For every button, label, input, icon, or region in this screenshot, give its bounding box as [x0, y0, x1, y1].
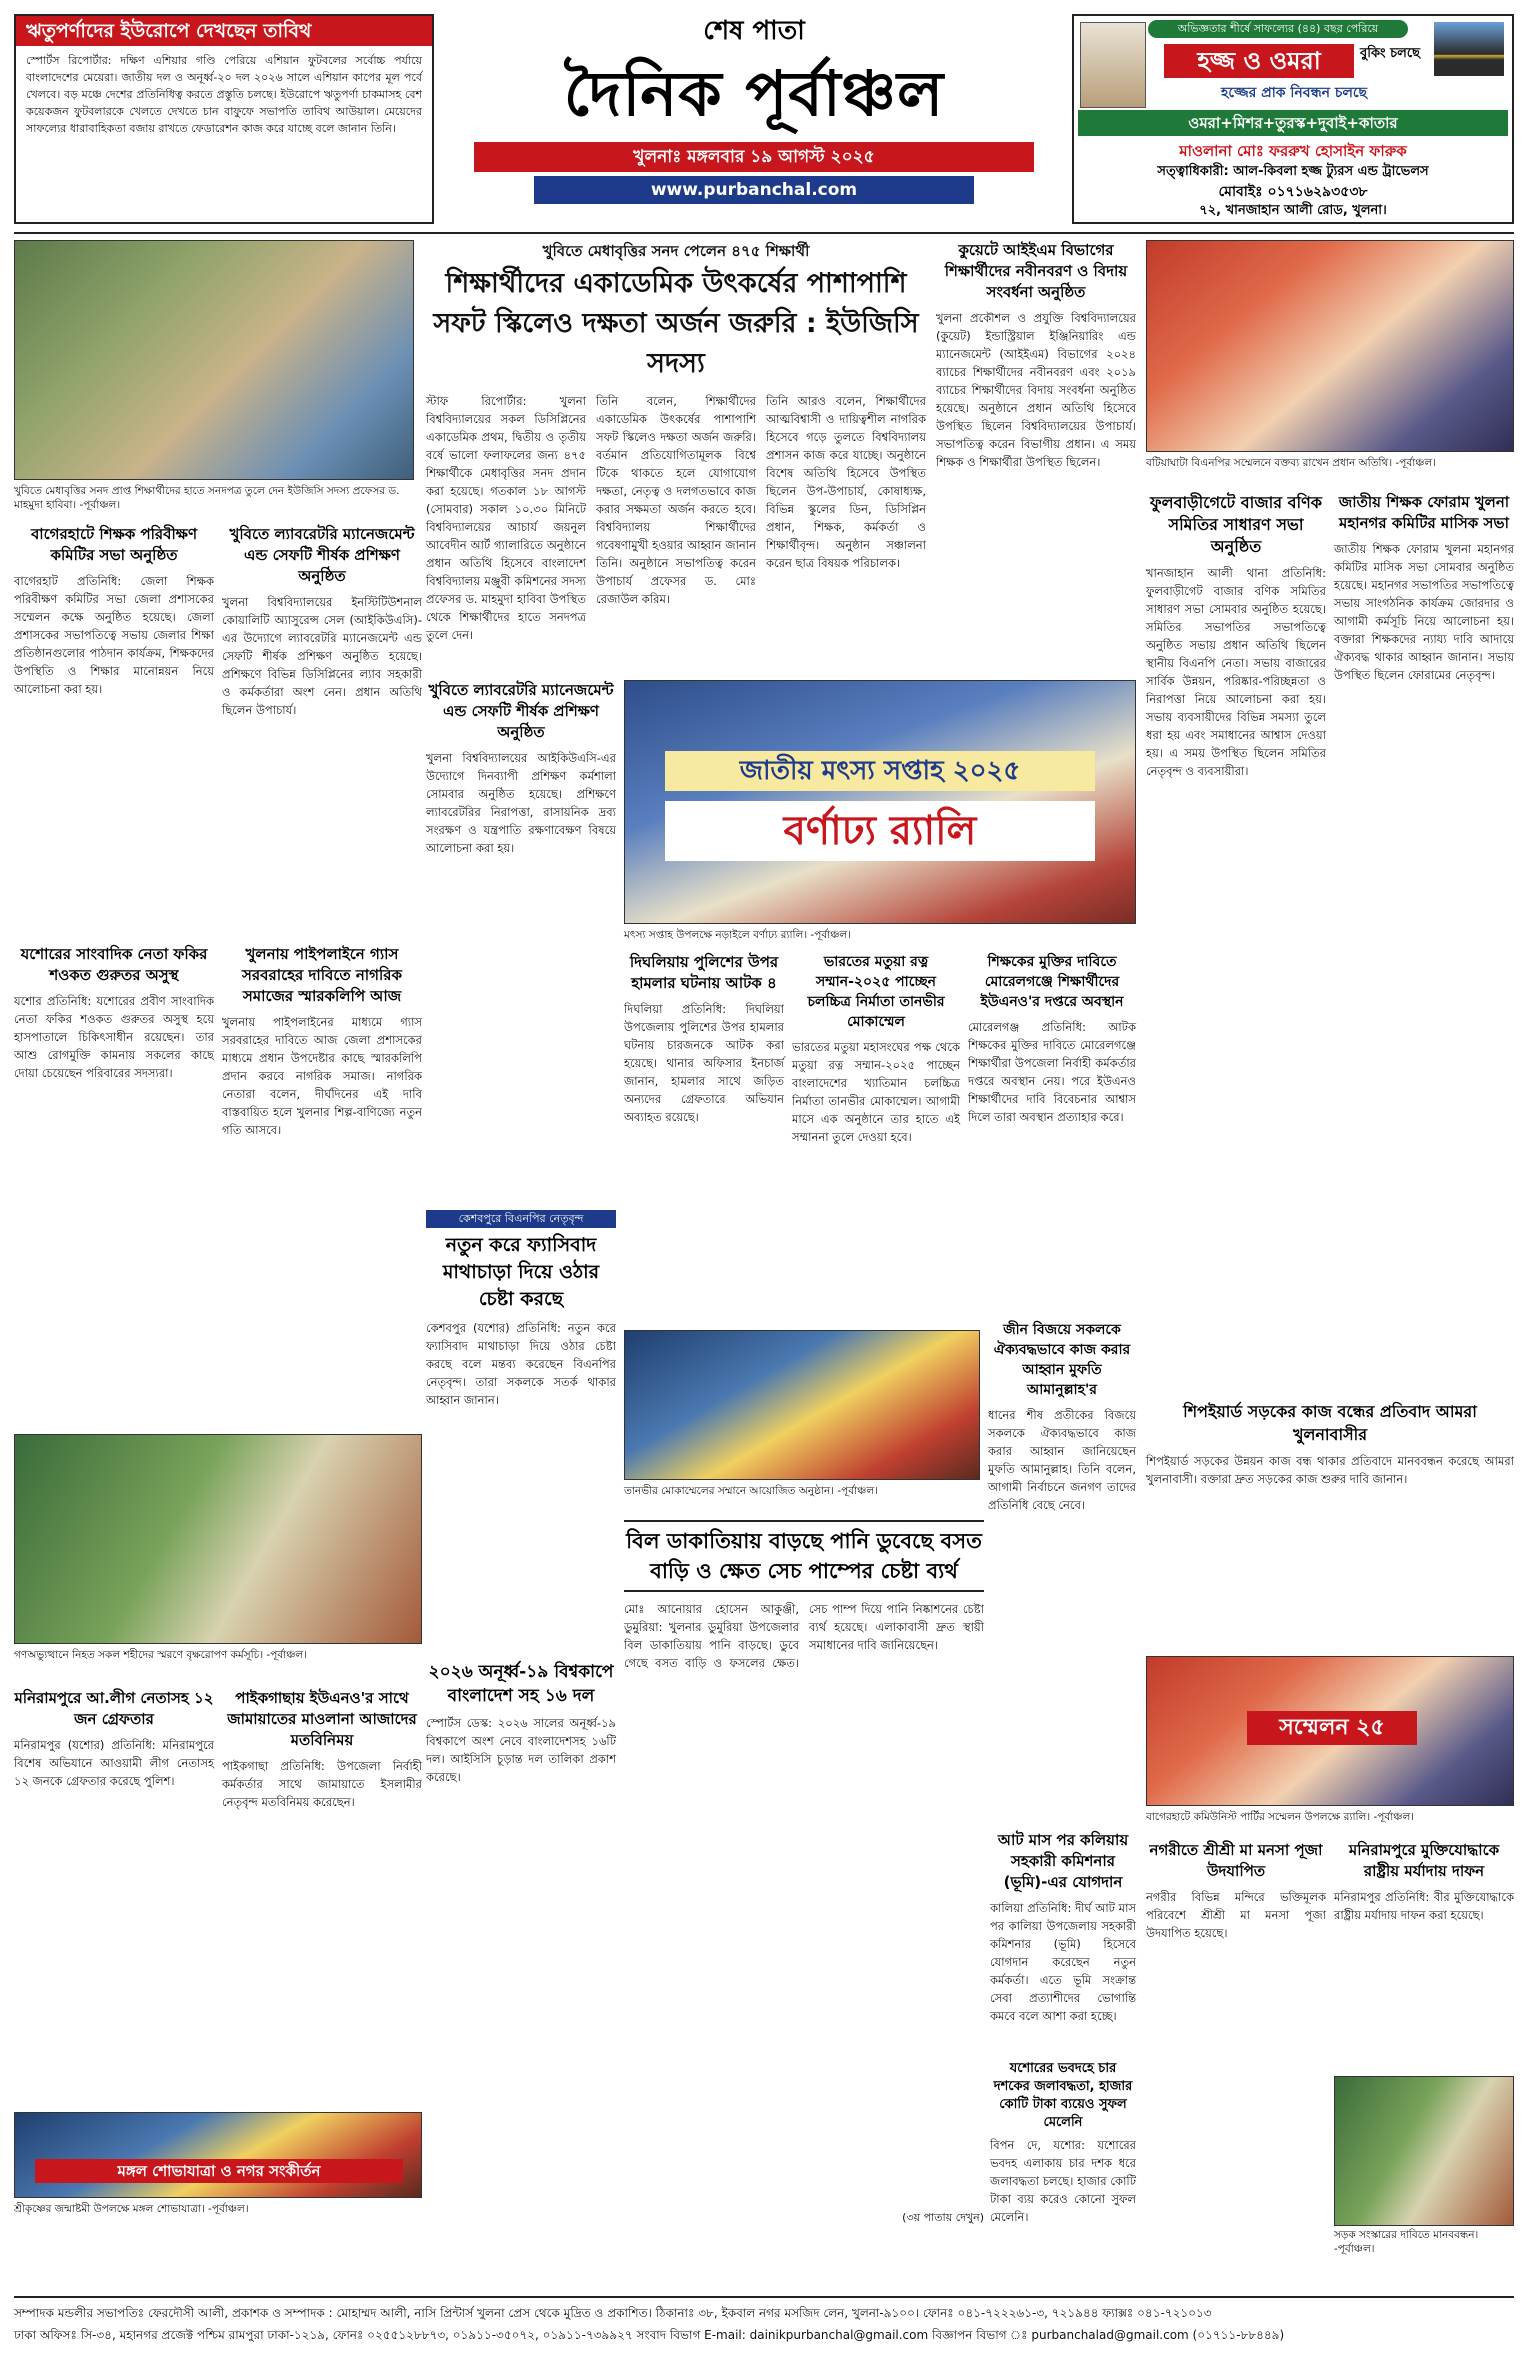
seminar-photo	[624, 1330, 980, 1480]
lead-photo-caption: খুবিতে মেধাবৃত্তির সনদ প্রাপ্ত শিক্ষার্থীদের হাতে সনদপত্র তুলে দেন ইউজিসি সদস্য প্রফেসর ড. মাহমুদা হাবিবা। -পূর্বাঞ্চল।	[14, 485, 400, 511]
rally2-caption: বাগেরহাটে কমিউনিস্ট পার্টির সম্মেলন উপলক্ষে র‍্যালি। -পূর্বাঞ্চল।	[1146, 1811, 1415, 1823]
top-left-story-box	[14, 14, 434, 224]
continued-note: (৩য় পাতায় দেখুন)	[902, 2211, 984, 2224]
kuet-story	[936, 240, 1136, 560]
film-headline: ভারতের মতুয়া রত্ন সম্মান-২০২৫ পাচ্ছেন চলচ্চিত্র নির্মাতা তানভীর মোকাম্মেল	[807, 954, 945, 1030]
ad-prereg: হজ্জের প্রাক নিবন্ধন চলছে	[1221, 85, 1367, 101]
commission-body: কালিয়া প্রতিনিধি: দীর্ঘ আট মাস পর কালিয়া উপজেলায় সহকারী কমিশনার (ভূমি) হিসেবে যোগদান করেছেন নতুন কর্মকর্তা। এতে ভূমি সংক্রান্ত সেবা প্রত্যাশীদের ভোগান্তি কমবে বলে আশা করা হচ্ছে।	[990, 1901, 1136, 2023]
ad-owner: সত্ত্বাধিকারী: আল-কিবলা হজ্জ ট্যুরস এন্ড ট্রাভেলস	[1157, 164, 1429, 179]
teachers-headline: জাতীয় শিক্ষক ফোরাম খুলনা মহানগর কমিটির মাসিক সভা	[1338, 493, 1510, 532]
road-story	[1146, 1400, 1514, 1650]
tree-caption: গণঅভ্যুত্থানে নিহত সকল শহীদের স্মরণে বৃক্ষরোপণ কর্মসূচি। -পূর্বাঞ্চল।	[14, 1649, 307, 1661]
jessore-story	[990, 2060, 1136, 2250]
lab-body: খুলনা বিশ্ববিদ্যালয়ের ইনস্টিটিউশনাল কোয়ালিটি অ্যাসুরেন্স সেল (আইকিউএসি)-এর উদ্যোগে ল্যাবরেটরি ম্যানেজমেন্ট এন্ড সেফটি শীর্ষক প্রশিক্ষণ অনুষ্ঠিত হয়েছে। প্রশিক্ষণে বিভিন্ন ডিসিপ্লিনের ল্যাব সহকারী ও কর্মকর্তারা অংশ নেন। প্রধান অতিথি ছিলেন উপাচার্য।	[222, 595, 422, 717]
lead-photo	[14, 240, 414, 480]
bagerhat-body: বাগেরহাট প্রতিনিধি: জেলা শিক্ষক পরিবীক্ষণ কমিটির সভা জেলা প্রশাসকের সম্মেলন কক্ষে অনুষ্ঠিত হয়েছে। জেলা প্রশাসকের সভাপতিত্বে সভায় জেলার শিক্ষা প্রতিষ্ঠানগুলোর পাঠদান কার্যক্রম, শিক্ষকদের উপস্থিতি ও শিক্ষার মানোন্নয়ন নিয়ে আলোচনা করা হয়।	[14, 574, 214, 696]
paikgacha-headline: পাইকগাছায় ইউএনও'র সাথে জামায়াতের মাওলানা আজাদের মতবিনিময়	[227, 1689, 417, 1749]
ad-address: ৭২, খানজাহান আলী রোড, খুলনা।	[1199, 203, 1387, 218]
ad-portrait	[1080, 22, 1146, 108]
lab2-body: খুলনা বিশ্ববিদ্যালয়ের আইকিউএসি-এর উদ্যোগে দিনব্যাপী প্রশিক্ষণ কর্মশালা সোমবার অনুষ্ঠিত হয়েছে। প্রশিক্ষণে ল্যাবরেটরির নিরাপত্তা, রাসায়নিক দ্রব্য সংরক্ষণ ও যন্ত্রপাতি রক্ষণাবেক্ষণ বিষয়ে আলোচনা করা হয়।	[426, 751, 616, 855]
top-left-headline: ঋতুপর্ণাদের ইউরোপে দেখছেন তাবিথ	[16, 16, 432, 46]
procession-banner: মঙ্গল শোভাযাত্রা ও নগর সংকীর্তন	[35, 2159, 403, 2183]
bagerhat-headline: বাগেরহাটে শিক্ষক পরিবীক্ষণ কমিটির সভা অনুষ্ঠিত	[30, 525, 198, 564]
footer-line1: সম্পাদক মন্ডলীর সভাপতিঃ ফেরদৌসী আলী, প্রকাশক ও সম্পাদক : মোহাম্মদ আলী, নাসি প্রিন্টার্স খুলনা প্রেস থেকে মুদ্রিত ও প্রকাশিত। ঠিকানাঃ ৩৮, ইকবাল নগর মসজিদ লেন, খুলনা-৯১০০। ফোনঃ ০৪১-৭২২২৬১-৩, ৭২১৯৪৪ ফ্যাক্সঃ ০৪১-৭২১০১৩	[14, 2306, 1212, 2320]
unity-story	[988, 1320, 1136, 1820]
paper-name: দৈনিক পূর্বাঞ্চল	[563, 57, 945, 130]
hajj-ad	[1072, 14, 1514, 224]
phultala-headline: ফুলবাড়ীগেটে বাজার বণিক সমিতির সাধারণ সভা অনুষ্ঠিত	[1149, 493, 1322, 556]
fascism-body: কেশবপুর (যশোর) প্রতিনিধি: নতুন করে ফ্যাসিবাদ মাথাচাড়া দিয়ে ওঠার চেষ্টা করছে বলে মন্তব্য করেছেন বিএনপির নেতৃবৃন্দ। তারা সকলকে সতর্ক থাকার আহ্বান জানান।	[426, 1321, 616, 1407]
rally2-photo	[1146, 1656, 1514, 1806]
flood-headline: বিল ডাকাতিয়ায় বাড়ছে পানি ডুবেছে বসত বাড়ি ও ক্ষেত সেচ পাম্পের চেষ্টা ব্যর্থ	[624, 1520, 984, 1592]
ad-booking: বুকিং চলছে	[1360, 46, 1420, 61]
unity-headline: জীন বিজয়ে সকলকে ঐক্যবদ্ধভাবে কাজ করার আহ্বান মুফতি আমানুল্লাহ'র	[993, 1322, 1131, 1398]
police-body: দিঘলিয়া প্রতিনিধি: দিঘলিয়া উপজেলায় পুলিশের উপর হামলার ঘটনায় চারজনকে আটক করা হয়েছে। থানার অফিসার ইনচার্জ জানান, হামলার সাথে জড়িত অন্যদের গ্রেফতারে অভিযান অব্যাহত রয়েছে।	[624, 1002, 784, 1124]
lead-headline: শিক্ষার্থীদের একাডেমিক উৎকর্ষের পাশাপাশি সফট স্কিলেও দক্ষতা অর্জন জরুরি : ইউজিসি সদস্য	[433, 268, 919, 379]
student-headline: শিক্ষকের মুক্তির দাবিতে মোরেলগঞ্জে শিক্ষার্থীদের ইউএনও'র দপ্তরে অবস্থান	[980, 954, 1124, 1010]
student-story	[968, 952, 1136, 1312]
flood-story	[624, 1520, 984, 2200]
rally-title: বর্ণাঢ্য র‍্যালি	[665, 801, 1095, 861]
ad-person: মাওলানা মোঃ ফররুখ হোসাইন ফারুক	[1179, 142, 1407, 160]
footer	[14, 2302, 1514, 2352]
lead-col3: তিনি আরও বলেন, শিক্ষার্থীদের আত্মবিশ্বাসী ও দায়িত্বশীল নাগরিক হিসেবে গড়ে তুলতে বিশ্ববিদ্যালয় প্রশাসন কাজ করে যাচ্ছে। অনুষ্ঠানে বিশেষ অতিথি হিসেবে উপস্থিত ছিলেন উপ-উপাচার্য, কোষাধ্যক্ষ, বিভিন্ন স্কুলের ডিন, ডিসিপ্লিন প্রধান, শিক্ষক, কর্মকর্তা ও শিক্ষার্থীবৃন্দ। অনুষ্ঠান সঞ্চালনা করেন ছাত্র বিষয়ক পরিচালক।	[766, 394, 926, 570]
funeral-story	[1334, 1840, 1514, 2070]
rally-photo	[624, 680, 1136, 924]
lab-headline: খুবিতে ল্যাবরেটরি ম্যানেজমেন্ট এন্ড সেফটি শীর্ষক প্রশিক্ষণ অনুষ্ঠিত	[229, 525, 415, 585]
lead-kicker: খুবিতে মেধাবৃত্তির সনদ পেলেন ৪৭৫ শিক্ষার্থী	[542, 242, 810, 260]
lead-col2: তিনি বলেন, শিক্ষার্থীদের একাডেমিক উৎকর্ষের পাশাপাশি সফট স্কিলেও দক্ষতা অর্জন জরুরি। বর্তমান প্রতিযোগিতামূলক বিশ্বে টিকে থাকতে হলে যোগাযোগ দক্ষতা, নেতৃত্ব ও দলগতভাবে কাজ করার সক্ষমতা অর্জন করতে হবে। বিশ্ববিদ্যালয় শিক্ষার্থীদের গবেষণামুখী হওয়ার আহ্বান জানান তিনি। অনুষ্ঠানে সভাপতিত্ব করেন উপাচার্য প্রফেসর ড. মোঃ রেজাউল করিম।	[596, 394, 756, 606]
funeral-headline: মনিরামপুরে মুক্তিযোদ্ধাকে রাষ্ট্রীয় মর্যাদায় দাফন	[1348, 1841, 1500, 1880]
lab2-headline: খুবিতে ল্যাবরেটরি ম্যানেজমেন্ট এন্ড সেফটি শীর্ষক প্রশিক্ষণ অনুষ্ঠিত	[428, 681, 614, 741]
kuet-headline: কুয়েটে আইইএম বিভাগের শিক্ষার্থীদের নবীনবরণ ও বিদায় সংবর্ধনা অনুষ্ঠিত	[944, 241, 1128, 301]
ad-hajj-label: হজ্জ ও ওমরা	[1164, 44, 1354, 78]
student-body: মোরেলগঞ্জ প্রতিনিধি: আটক শিক্ষকের মুক্তির দাবিতে মোরেলগঞ্জে শিক্ষার্থীরা উপজেলা নির্বাহী কর্মকর্তার দপ্তরে অবস্থান নেয়। পরে ইউএনও শিক্ষার্থীদের দাবি বিবেচনার আশ্বাস দিলে তারা অবস্থান প্রত্যাহার করে।	[968, 1020, 1136, 1124]
tree-photo	[14, 1434, 422, 1644]
ad-destinations: ওমরা+মিশর+তুরস্ক+দুবাই+কাতার	[1078, 110, 1508, 136]
jessore-body: বিপন দে, যশোর: যশোরের ভবদহ এলাকায় চার দশক ধরে জলাবদ্ধতা চলছে। হাজার কোটি টাকা ব্যয় করেও কোনো সুফল মেলেনি।	[990, 2138, 1136, 2224]
gas-headline: খুলনায় পাইপলাইনে গ্যাস সরবরাহের দাবিতে নাগরিক সমাজের স্মারকলিপি আজ	[241, 945, 403, 1005]
phultala-body: খানজাহান আলী থানা প্রতিনিধি: ফুলবাড়ীগেট বাজার বণিক সমিতির সাধারণ সভা সোমবার অনুষ্ঠিত হয়েছে। সমিতির সভাপতির সভাপতিত্বে অনুষ্ঠিত সভায় প্রধান অতিথি ছিলেন স্থানীয় বিএনপি নেতা। সভায় বাজারের সার্বিক উন্নয়ন, পরিষ্কার-পরিচ্ছন্নতা ও নিরাপত্তা নিয়ে আলোচনা করা হয়। সভায় ব্যবসায়ীদের বিভিন্ন সমস্যা তুলে ধরা হয় এবং সমাধানের আশ্বাস দেওয়া হয়। এ সময় উপস্থিত ছিলেন সমিতির নেতৃবৃন্দ ও ব্যবসায়ীরা।	[1146, 566, 1326, 778]
worldcup-headline: ২০২৬ অনূর্ধ্ব-১৯ বিশ্বকাপে বাংলাদেশ সহ ১৬ দল	[428, 1662, 614, 1706]
procession-caption: শ্রীকৃষ্ণের জন্মাষ্টমী উপলক্ষে মঙ্গল শোভাযাত্রা। -পূর্বাঞ্চল।	[14, 2203, 249, 2215]
worldcup-story	[426, 1660, 616, 2180]
road-body: শিপইয়ার্ড সড়কের উন্নয়ন কাজ বন্ধ থাকার প্রতিবাদে মানববন্ধন করেছে আমরা খুলনাবাসী। বক্তারা দ্রুত সড়কের কাজ শুরুর দাবি জানান।	[1146, 1454, 1514, 1486]
page-label: শেষ পাতা	[703, 16, 805, 46]
arrest-body: মনিরামপুর (যশোর) প্রতিনিধি: মনিরামপুরে বিশেষ অভিযানে আওয়ামী লীগ নেতাসহ ১২ জনকে গ্রেফতার করেছে পুলিশ।	[14, 1738, 214, 1788]
gas-body: খুলনায় পাইপলাইনের মাধ্যমে গ্যাস সরবরাহের দাবিতে আজ জেলা প্রশাসকের মাধ্যমে প্রধান উপদেষ্টার কাছে স্মারকলিপি প্রদান করবে নাগরিক সমাজ। নাগরিক নেতারা বলেন, দীর্ঘদিনের এই দাবি বাস্তবায়িত হলে খুলনার শিল্প-বাণিজ্যে নতুন গতি আসবে।	[222, 1015, 422, 1137]
website-link[interactable]: www.purbanchal.com	[650, 180, 858, 200]
ad-mobile: মোবাইঃ ০১৭১৬২৯৩৫৩৮	[1218, 184, 1368, 200]
kaaba-icon	[1434, 22, 1504, 76]
procession-photo	[14, 2112, 422, 2198]
seminar-caption: তানভীর মোকাম্মেলের সম্মানে আয়োজিত অনুষ্ঠান। -পূর্বাঞ্চল।	[624, 1485, 878, 1497]
arrest-headline: মনিরামপুরে আ.লীগ নেতাসহ ১২ জন গ্রেফতার	[14, 1689, 214, 1728]
arrest-story	[14, 1688, 214, 2108]
road-headline: শিপইয়ার্ড সড়কের কাজ বন্ধের প্রতিবাদ আমরা খুলনাবাসীর	[1183, 1402, 1477, 1444]
puja-headline: নগরীতে শ্রীশ্রী মা মনসা পূজা উদযাপিত	[1149, 1841, 1323, 1880]
police-story	[624, 952, 784, 1372]
phultala-story	[1146, 492, 1326, 1292]
rally-caption: মৎস্য সপ্তাহ উপলক্ষে নড়াইলে বর্ণাঢ্য র‍্যালি। -পূর্বাঞ্চল।	[624, 929, 851, 941]
film-story	[792, 952, 960, 1312]
teachers-story	[1334, 492, 1514, 1392]
fascism-story	[426, 1210, 616, 1650]
rally-banner: জাতীয় মৎস্য সপ্তাহ ২০২৫	[665, 751, 1095, 791]
worldcup-body: স্পোর্টস ডেস্ক: ২০২৬ সালের অনূর্ধ্ব-১৯ বিশ্বকাপে অংশ নেবে বাংলাদেশসহ ১৬টি দল। আইসিসি চূড়ান্ত দল তালিকা প্রকাশ করেছে।	[426, 1716, 616, 1784]
right-top-photo-caption: বটিয়াঘাটা বিএনপির সম্মেলনে বক্তব্য রাখেন প্রধান অতিথি। -পূর্বাঞ্চল।	[1146, 457, 1436, 469]
masthead	[444, 14, 1064, 224]
journalist-story	[14, 944, 214, 1424]
funeral-body: মনিরামপুর প্রতিনিধি: বীর মুক্তিযোদ্ধাকে রাষ্ট্রীয় মর্যাদায় দাফন করা হয়েছে।	[1334, 1890, 1514, 1922]
footer-line2: ঢাকা অফিসঃ সি-৩৪, মহানগর প্রজেক্ট পশ্চিম রামপুরা ঢাকা-১২১৯, ফোনঃ ০২৫৫১২৮৮৭৩, ০১৯১১-৩৫০৭২, ০১৯১১-৭৩৯৯২৭ সংবাদ বিভাগ E-mail: dainikpurbanchal@gmail.com বিজ্ঞাপন বিভাগ ঃ purbanchalad@gmail.com (০১৭১১-৮৮৪৪৯)	[14, 2328, 1285, 2342]
police-headline: দিঘলিয়ায় পুলিশের উপর হামলার ঘটনায় আটক ৪	[629, 953, 779, 992]
ad-top-banner: অভিজ্ঞতার শীর্ষে সাফল্যের (৪৪) বছর পেরিয়ে	[1148, 20, 1408, 38]
lead-col1: স্টাফ রিপোর্টার: খুলনা বিশ্ববিদ্যালয়ের সকল ডিসিপ্লিনের একাডেমিক প্রথম, দ্বিতীয় ও তৃতীয় বর্ষে ভালো ফলাফলের জন্য ৪৭৫ শিক্ষার্থীকে মেধাবৃত্তির সনদ প্রদান করা হয়েছে। গতকাল ১৮ আগস্ট (সোমবার) সকাল ১০.৩০ মিনিটে বিশ্ববিদ্যালয়ের আচার্য জয়নুল আবেদীন আর্ট গ্যালারিতে অনুষ্ঠানে প্রধান অতিথি হিসেবে বাংলাদেশ বিশ্ববিদ্যালয় মঞ্জুরী কমিশনের সদস্য প্রফেসর ড. মাহমুদা হাবিবা উপস্থিত থেকে শিক্ষার্থীদের হাতে সনদপত্র তুলে দেন।	[426, 394, 586, 642]
dateline: খুলনাঃ মঙ্গলবার ১৯ আগস্ট ২০২৫	[633, 147, 875, 167]
market-caption: সড়ক সংস্কারের দাবিতে মানববন্ধন। -পূর্বাঞ্চল।	[1334, 2229, 1479, 2255]
gas-story	[222, 944, 422, 1424]
unity-body: ধানের শীষ প্রতীকের বিজয়ে সকলকে ঐক্যবদ্ধভাবে কাজ করার আহ্বান জানিয়েছেন মুফতি আমানুল্লাহ। তিনি বলেন, আগামী নির্বাচনে জনগণ তাদের প্রতিনিধি বেছে নেবে।	[988, 1408, 1136, 1512]
bagerhat-story	[14, 524, 214, 934]
film-body: ভারতের মতুয়া মহাসংঘের পক্ষ থেকে মতুয়া রত্ন সম্মান-২০২৫ পাচ্ছেন বাংলাদেশের খ্যাতিমান চলচ্চিত্র নির্মাতা তানভীর মোকাম্মেল। আগামী মাসে এক অনুষ্ঠানে তার হাতে এই সম্মাননা তুলে দেওয়া হবে।	[792, 1040, 960, 1144]
puja-body: নগরীর বিভিন্ন মন্দিরে ভক্তিমূলক পরিবেশে শ্রীশ্রী মা মনসা পূজা উদযাপিত হয়েছে।	[1146, 1890, 1326, 1940]
puja-story	[1146, 1840, 1326, 2240]
commission-headline: আট মাস পর কলিয়ায় সহকারী কমিশনার (ভূমি)-এর যোগদান	[997, 1831, 1129, 1891]
fascism-kicker: কেশবপুরে বিএনপির নেতৃবৃন্দ	[426, 1210, 616, 1228]
paikgacha-story	[222, 1688, 422, 2108]
market-photo	[1334, 2076, 1514, 2226]
dateline-bar	[474, 142, 1034, 172]
website-bar	[534, 176, 974, 204]
rally2-banner: সম্মেলন ২৫	[1247, 1711, 1417, 1745]
paikgacha-body: পাইকগাছা প্রতিনিধি: উপজেলা নির্বাহী কর্মকর্তার সাথে জামায়াতে ইসলামীর নেতৃবৃন্দ মতবিনিময় করেছেন।	[222, 1759, 422, 1809]
kuet-body: খুলনা প্রকৌশল ও প্রযুক্তি বিশ্ববিদ্যালয়ের (কুয়েট) ইন্ডাস্ট্রিয়াল ইঞ্জিনিয়ারিং এন্ড ম্যানেজমেন্ট (আইইএম) বিভাগের ২০২৪ ব্যাচের শিক্ষার্থীদের নবীনবরণ এবং ২০১৯ ব্যাচের শিক্ষার্থীদের বিদায় সংবর্ধনা অনুষ্ঠিত হয়েছে। অনুষ্ঠানে প্রধান অতিথি হিসেবে উপস্থিত ছিলেন বিশ্ববিদ্যালয়ের উপাচার্য। সভাপতিত্ব করেন বিভাগীয় প্রধান। এ সময় শিক্ষক ও শিক্ষার্থীরা উপস্থিত ছিলেন।	[936, 311, 1136, 469]
teachers-body: জাতীয় শিক্ষক ফোরাম খুলনা মহানগর কমিটির মাসিক সভা সোমবার অনুষ্ঠিত হয়েছে। মহানগর সভাপতির সভাপতিত্বে সভায় সাংগঠনিক কার্যক্রম জোরদার ও আগামী কর্মসূচি নিয়ে আলোচনা হয়। বক্তারা শিক্ষকদের ন্যায্য দাবি আদায়ে ঐক্যবদ্ধ থাকার আহ্বান জানান। সভায় উপস্থিত ছিলেন ফোরামের নেতৃবৃন্দ।	[1334, 542, 1514, 682]
fascism-headline: নতুন করে ফ্যাসিবাদ মাথাচাড়া দিয়ে ওঠার চেষ্টা করছে	[442, 1234, 600, 1310]
top-left-body: স্পোর্টস রিপোর্টার: দক্ষিণ এশিয়ার গণ্ডি পেরিয়ে এশিয়ান ফুটবলের সর্বোচ্চ পর্যায়ে বাংলাদেশের মেয়েরা। জাতীয় দল ও অনূর্ধ্ব-২০ দল ২০২৬ সালে এশিয়ান কাপের মূল পর্বে খেলবে। বড় মঞ্চে দেশের প্রতিনিধিত্ব করতে প্রস্তুতি চলছে। ইউরোপে ঋতুপর্ণা চাকমাসহ বেশ কয়েকজন ফুটবলারকে খেলতে দেখতে চান বাফুফে সভাপতি তাবিথ আউয়াল। মেয়েদের সাফল্যের ধারাবাহিকতা বজায় রাখতে ফেডারেশন কাজ করে যাচ্ছে বলে জানান তিনি।	[26, 54, 422, 135]
journalist-headline: যশোরের সাংবাদিক নেতা ফকির শওকত গুরুতর অসুস্থ	[20, 945, 208, 984]
jessore-headline: যশোরের ভবদহে চার দশকের জলাবদ্ধতা, হাজার কোটি টাকা ব্যয়েও সুফল মেলেনি	[993, 2061, 1133, 2130]
journalist-body: যশোর প্রতিনিধি: যশোরের প্রবীণ সাংবাদিক নেতা ফকির শওকত গুরুতর অসুস্থ হয়ে হাসপাতালে চিকিৎসাধীন রয়েছেন। তার আশু রোগমুক্তি কামনায় সকলের কাছে দোয়া চেয়েছেন পরিবারের সদস্যরা।	[14, 994, 214, 1080]
flood-body: মোঃ আনোয়ার হোসেন আকুঞ্জী, ডুমুরিয়া: খুলনার ডুমুরিয়া উপজেলার বিল ডাকাতিয়ায় পানি বাড়ছে। ডুবে গেছে বসত বাড়ি ও ফসলের ক্ষেত। সেচ পাম্প দিয়ে পানি নিষ্কাশনের চেষ্টা ব্যর্থ হয়েছে। এলাকাবাসী দ্রুত স্থায়ী সমাধানের দাবি জানিয়েছেন।	[624, 1602, 984, 1670]
lab-story	[222, 524, 422, 934]
lab2-story	[426, 680, 616, 1200]
right-top-photo	[1146, 240, 1514, 452]
